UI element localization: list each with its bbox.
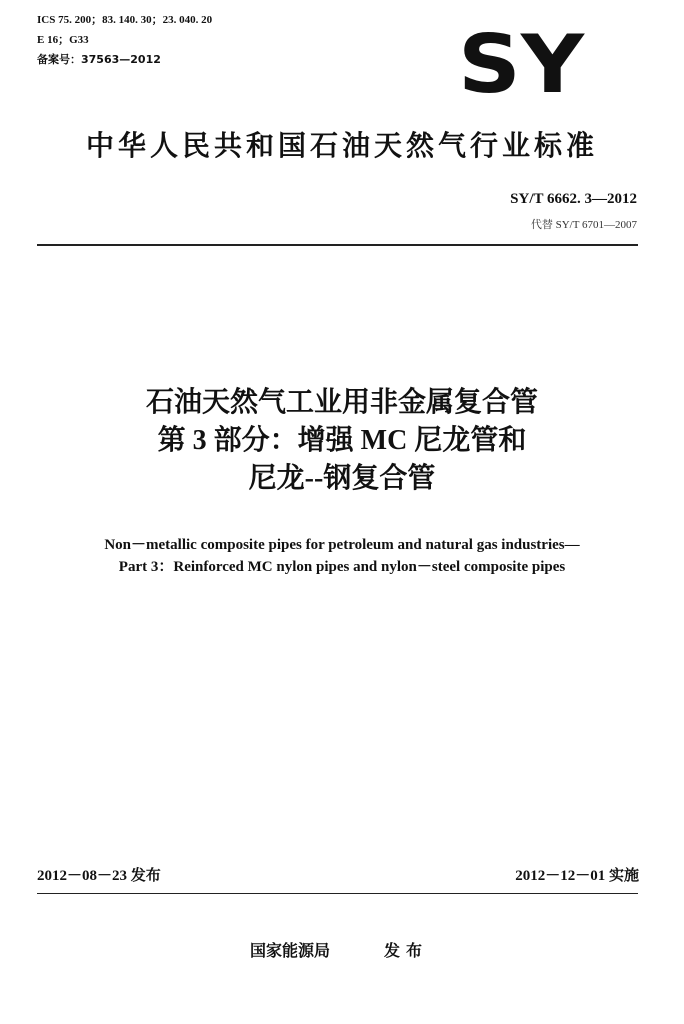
- title-cn-line-1: 石油天然气工业用非金属复合管: [145, 387, 538, 418]
- footer-divider: [37, 893, 638, 894]
- replaces-standard: 代替 SY/T 6701—2007: [530, 219, 637, 231]
- title-cn-line-2: 第 3 部分：增强 MC 尼龙管和: [157, 425, 527, 456]
- svg-text:SY: SY: [458, 28, 585, 100]
- title-english: [0, 534, 684, 578]
- issue-date: 2012－08－23 发布: [37, 868, 161, 884]
- title-en-line-2: Part 3：Reinforced MC nylon pipes and nylon－steel composite pipes: [118, 559, 566, 575]
- classification-codes: [37, 10, 212, 70]
- sy-logo-icon: [457, 28, 585, 100]
- record-number: 备案号：37563—2012: [37, 53, 161, 66]
- ics-code: ICS 75. 200；83. 140. 30；23. 040. 20: [37, 14, 213, 26]
- sy-logo: [457, 28, 585, 100]
- title-en-line-1: Non－metallic composite pipes for petroleum and natural gas industries—: [104, 537, 580, 553]
- publish-label: 发布: [384, 941, 429, 960]
- title-chinese: [0, 384, 684, 498]
- title-cn-line-3: 尼龙--钢复合管: [248, 463, 436, 494]
- class-code: E 16；G33: [37, 34, 89, 46]
- implementation-date: 2012－12－01 实施: [515, 868, 639, 884]
- header-divider: [37, 244, 638, 246]
- publisher-name: 国家能源局: [250, 941, 331, 960]
- industry-title: 中华人民共和国石油天然气行业标准: [85, 129, 598, 162]
- standard-number: SY/T 6662. 3—2012: [510, 191, 637, 207]
